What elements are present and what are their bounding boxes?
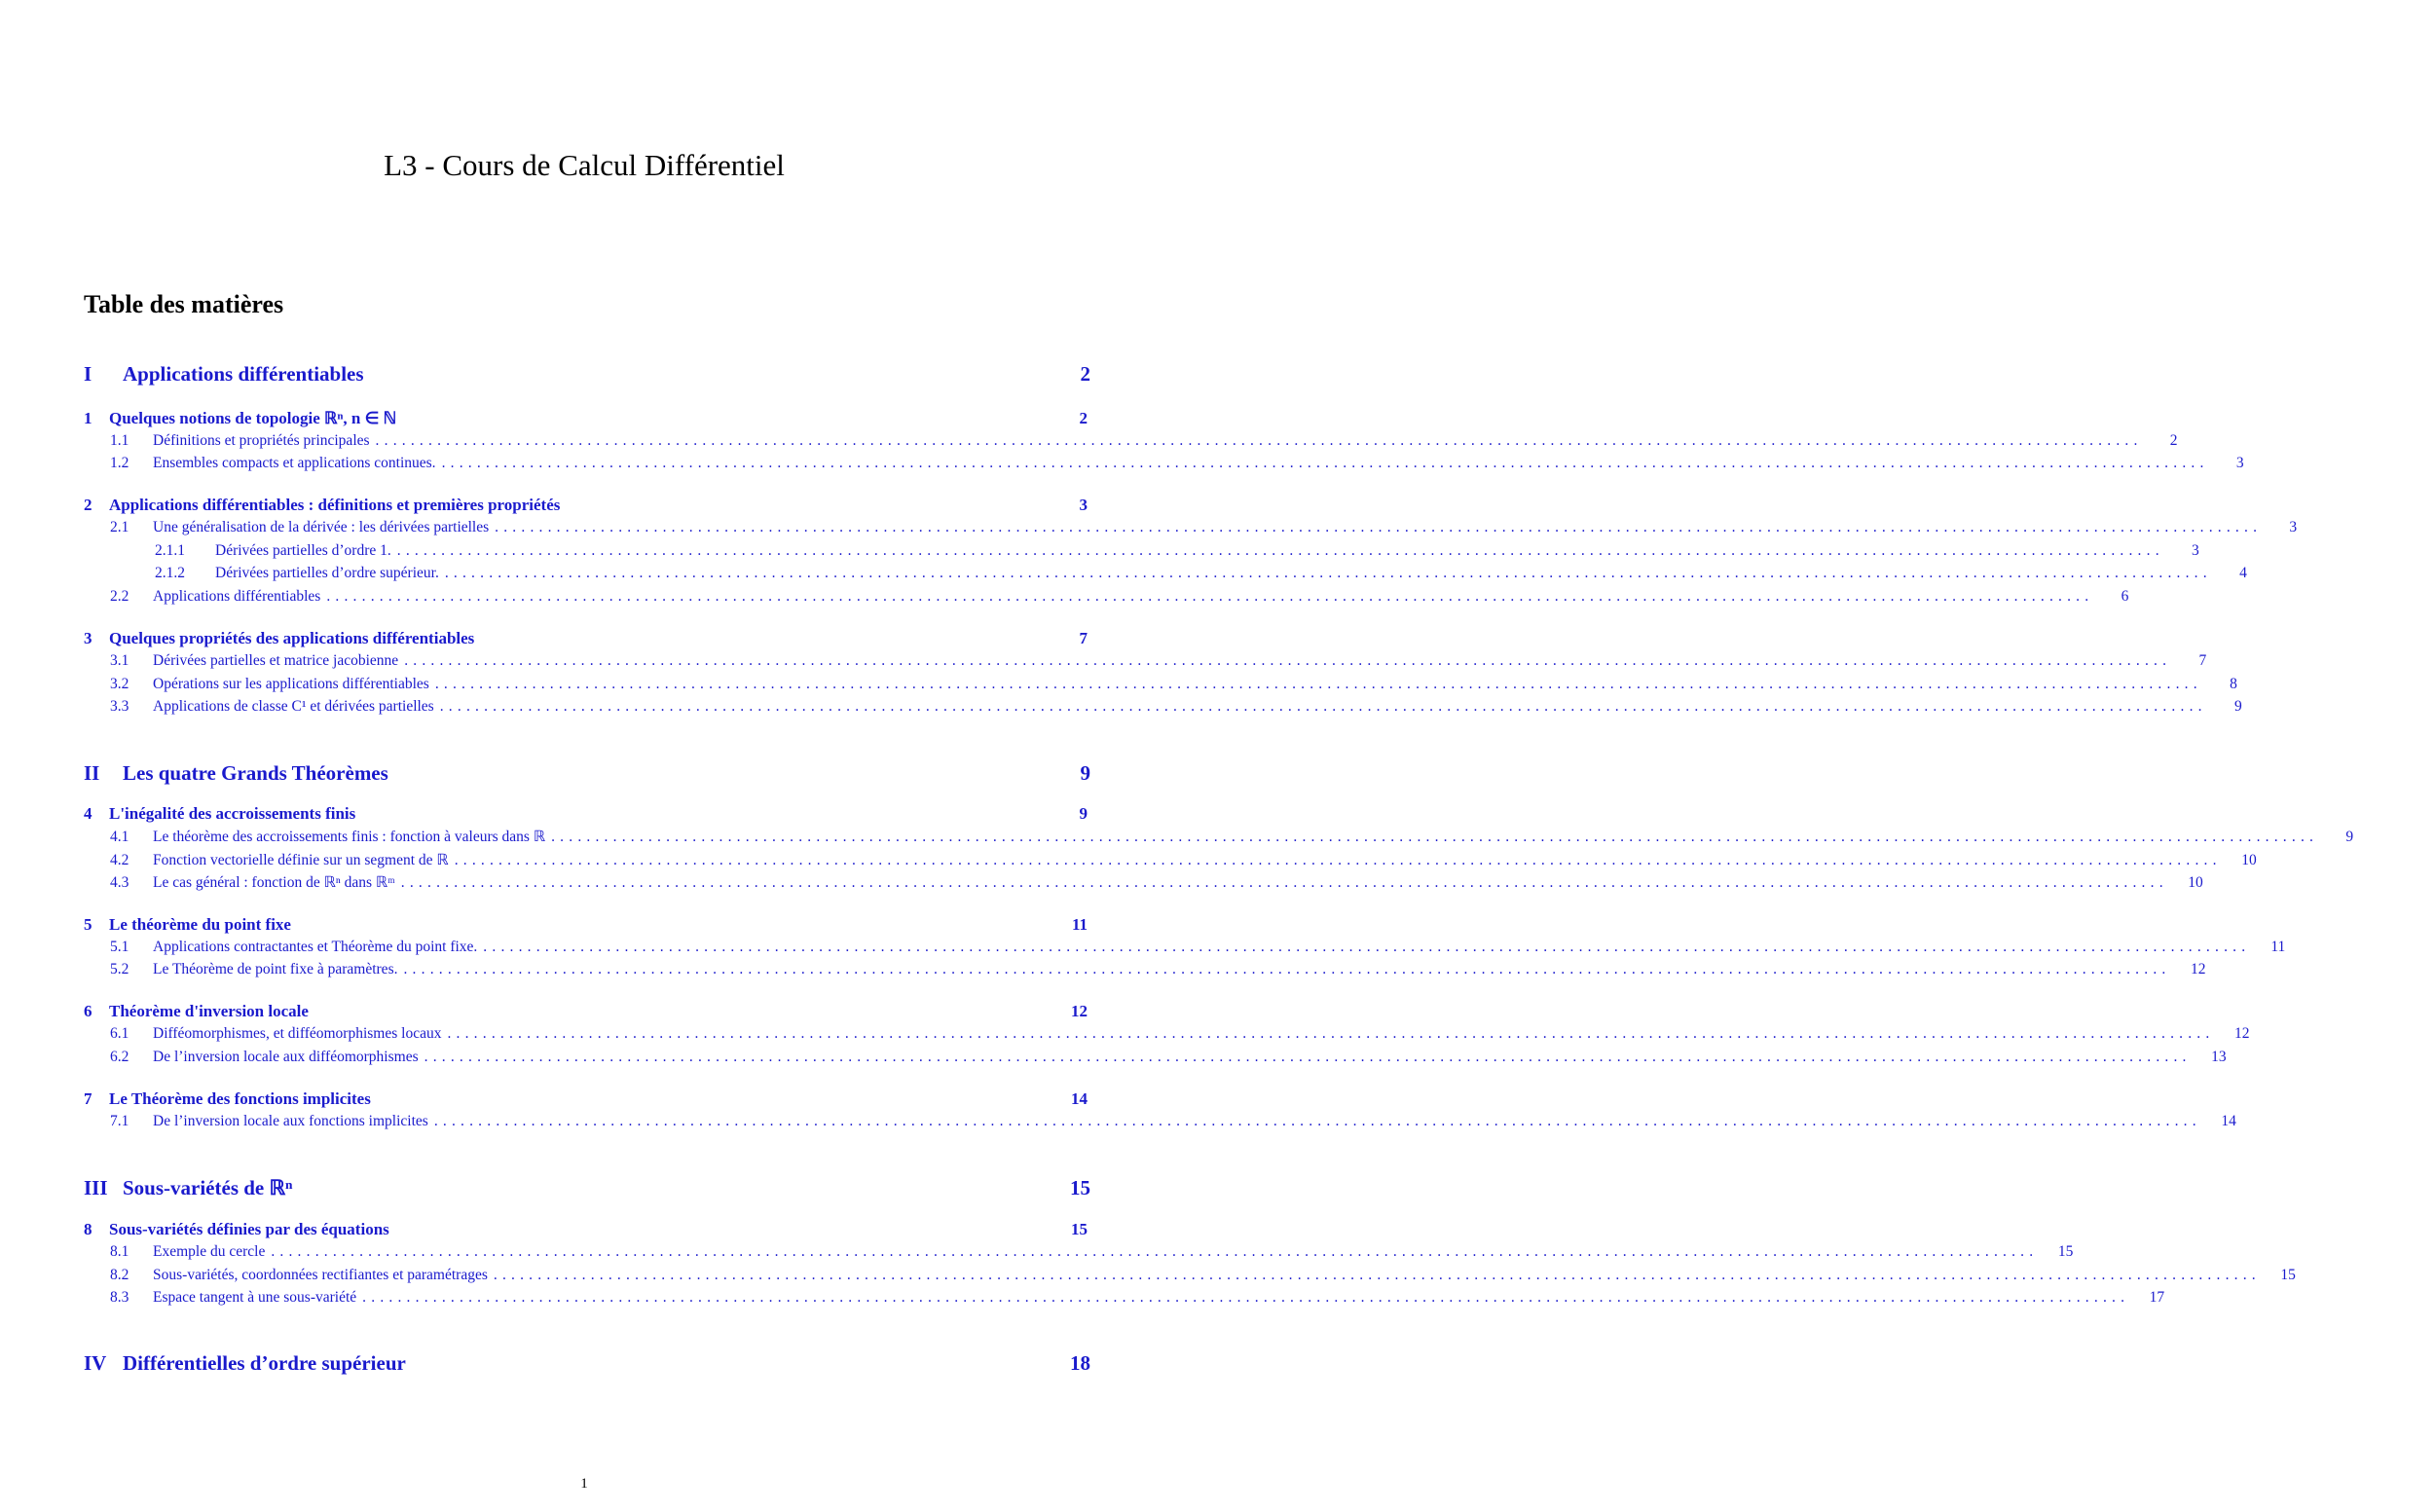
toc-entry-page[interactable]: 11 (2270, 939, 2286, 955)
toc-entry-number: I (84, 362, 92, 386)
toc-entry-page[interactable]: 4 (2239, 565, 2247, 581)
toc-entry-number: IV (84, 1351, 107, 1375)
toc-dot-leader: ........................................................................................................................................................................................................ (434, 676, 2202, 692)
toc-entry-title[interactable]: Fonction vectorielle définie sur un segment de ℝ (153, 852, 449, 868)
toc-entry-section[interactable] (0, 496, 1168, 515)
toc-dot-leader: ........................................................................................................................................................................................................ (396, 542, 2164, 559)
toc-entry-title[interactable]: Exemple du cercle (153, 1243, 266, 1260)
toc-entry-page[interactable]: 9 (1080, 761, 1090, 785)
toc-entry-part[interactable] (0, 1176, 1168, 1200)
toc-entry-section[interactable] (0, 804, 1168, 824)
toc-entry-title[interactable]: Sous-variétés, coordonnées rectifiantes et paramétrages (153, 1267, 488, 1283)
toc-entry-sub[interactable] (0, 519, 2298, 536)
toc-entry-title[interactable]: Ensembles compacts et applications continues. (153, 455, 436, 471)
toc-entry-page[interactable]: 12 (1071, 1002, 1088, 1020)
toc-entry-title[interactable]: Le cas général : fonction de ℝⁿ dans ℝᵐ (153, 874, 395, 891)
toc-dot-leader: ........................................................................................................................................................................................................ (483, 939, 2251, 955)
toc-entry-sub[interactable] (0, 676, 2237, 693)
toc-entry-page[interactable]: 2 (2169, 432, 2178, 449)
toc-entry-number: 7.1 (110, 1113, 129, 1129)
toc-entry-section[interactable] (0, 629, 1168, 648)
toc-entry-page[interactable]: 12 (2190, 961, 2206, 977)
toc-dot-leader: ........................................................................................................................................................................................................ (400, 874, 2168, 891)
toc-entry-number: 3 (84, 629, 92, 647)
toc-dot-leader: ........................................................................................................................................................................................................ (447, 1025, 2215, 1042)
toc-dot-leader: ........................................................................................................................................................................................................ (433, 1113, 2201, 1129)
toc-entry-sub[interactable] (0, 828, 2354, 846)
toc-entry-page[interactable]: 12 (2233, 1025, 2250, 1042)
toc-dot-leader: ........................................................................................................................................................................................................ (271, 1243, 2039, 1260)
toc-entry-number: 3.2 (110, 676, 129, 692)
toc-entry-sub[interactable] (0, 455, 2244, 472)
toc-entry-title[interactable]: Le Théorème de point fixe à paramètres. (153, 961, 398, 977)
toc-entry-page[interactable]: 15 (1071, 1220, 1088, 1238)
toc-entry-page[interactable]: 13 (2211, 1049, 2227, 1065)
page-number: 1 (580, 1476, 588, 1492)
toc-entry-number: 3.1 (110, 652, 129, 669)
toc-entry-sub[interactable] (0, 1113, 2236, 1130)
toc-entry-number: 2.2 (110, 588, 129, 605)
toc-entry-section[interactable] (0, 409, 1168, 428)
toc-entry-title[interactable]: Le théorème du point fixe (109, 915, 291, 934)
toc-entry-title[interactable]: De l’inversion locale aux difféomorphismes (153, 1049, 419, 1065)
toc-entry-section[interactable] (0, 1220, 1168, 1239)
toc-entry-number: 5.2 (110, 961, 129, 977)
toc-dot-leader: ........................................................................................................................................................................................................ (454, 852, 2222, 868)
toc-entry-title[interactable]: Une généralisation de la dérivée : les dérivées partielles (153, 519, 490, 535)
toc-dot-leader: ........................................................................................................................................................................................................ (362, 1289, 2130, 1306)
toc-entry-part[interactable] (0, 362, 1168, 387)
toc-entry-number: 8.2 (110, 1267, 129, 1283)
toc-entry-page[interactable]: 9 (1079, 804, 1088, 823)
toc-entry-number: 4.1 (110, 829, 129, 845)
toc-entry-sub[interactable] (0, 432, 2178, 450)
toc-entry-sub[interactable] (0, 939, 2286, 956)
toc-entry-page[interactable]: 3 (2289, 519, 2298, 535)
toc-entry-sub[interactable] (0, 1289, 2165, 1307)
toc-entry-title[interactable]: Opérations sur les applications différentiables (153, 676, 429, 692)
toc-entry-part[interactable] (0, 1351, 1168, 1376)
toc-entry-title[interactable]: Applications contractantes et Théorème du point fixe. (153, 939, 478, 955)
toc-dot-leader: ........................................................................................................................................................................................................ (439, 698, 2207, 715)
toc-entry-number: 2 (84, 496, 92, 514)
toc-entry-page[interactable]: 3 (2192, 542, 2199, 559)
toc-entry-title[interactable]: L'inégalité des accroissements finis (109, 804, 356, 823)
toc-dot-leader: ........................................................................................................................................................................................................ (495, 519, 2263, 535)
toc-dot-leader: ........................................................................................................................................................................................................ (444, 565, 2212, 581)
toc-entry-page[interactable]: 2 (1080, 362, 1090, 386)
toc-entry-title[interactable]: Applications de classe C¹ et dérivées partielles (153, 698, 434, 715)
toc-entry-title[interactable]: De l’inversion locale aux fonctions implicites (153, 1113, 428, 1129)
toc-entry-section[interactable] (0, 1002, 1168, 1021)
toc-entry-number: III (84, 1176, 108, 1199)
toc-dot-leader: ........................................................................................................................................................................................................ (404, 652, 2172, 669)
toc-dot-leader: ........................................................................................................................................................................................................ (551, 829, 2319, 845)
toc-entry-title[interactable]: Théorème d'inversion locale (109, 1002, 309, 1020)
toc-entry-sub[interactable] (0, 1243, 2074, 1261)
toc-entry-page[interactable]: 10 (2188, 874, 2203, 891)
toc-entry-title[interactable]: Quelques propriétés des applications différentiables (109, 629, 475, 647)
toc-entry-number: II (84, 761, 100, 785)
toc-entry-page[interactable]: 10 (2241, 852, 2257, 868)
toc-entry-title[interactable]: Les quatre Grands Théorèmes (123, 761, 388, 785)
toc-dot-leader: ........................................................................................................................................................................................................ (375, 432, 2143, 449)
toc-entry-title[interactable]: Applications différentiables (123, 362, 364, 386)
toc-entry-page[interactable]: 3 (1079, 496, 1088, 514)
toc-entry-page[interactable]: 2 (1079, 409, 1088, 427)
toc-entry-number: 3.3 (110, 698, 129, 715)
toc-entry-number: 5 (84, 915, 92, 934)
toc-entry-page[interactable]: 8 (2230, 676, 2237, 692)
toc-entry-sub[interactable] (0, 1267, 2296, 1284)
toc-dot-leader: ........................................................................................................................................................................................................ (493, 1267, 2261, 1283)
toc-entry-sub[interactable] (0, 1025, 2250, 1043)
toc-entry-sub[interactable] (0, 652, 2207, 670)
toc-entry-sub[interactable] (0, 698, 2242, 716)
toc-entry-title[interactable]: Différentielles d’ordre supérieur (123, 1351, 406, 1375)
toc-entry-title[interactable]: Difféomorphismes, et difféomorphismes locaux (153, 1025, 442, 1042)
toc-entry-page[interactable]: 14 (1071, 1089, 1088, 1108)
toc-entry-title[interactable]: Dérivées partielles et matrice jacobienne (153, 652, 399, 669)
toc-entry-number: 2.1 (110, 519, 129, 535)
toc-entry-title[interactable]: Sous-variétés définies par des équations (109, 1220, 389, 1238)
toc-entry-section[interactable] (0, 915, 1168, 935)
toc-entry-page[interactable]: 15 (2057, 1243, 2074, 1260)
toc-entry-page[interactable]: 9 (2345, 829, 2354, 845)
toc-entry-title[interactable]: Applications différentiables : définitions et premières propriétés (109, 496, 561, 514)
toc-entry-page[interactable]: 7 (1079, 629, 1088, 647)
toc-entry-number: 4.3 (110, 874, 129, 891)
document-title: L3 - Cours de Calcul Différentiel (384, 148, 785, 182)
toc-entry-page[interactable]: 11 (1071, 915, 1088, 934)
toc-entry-number: 6.1 (110, 1025, 129, 1042)
toc-dot-leader: ........................................................................................................................................................................................................ (424, 1049, 2192, 1065)
toc-entry-page[interactable]: 3 (2235, 455, 2244, 471)
toc-entry-page[interactable]: 6 (2121, 588, 2129, 605)
toc-entry-number: 8 (84, 1220, 92, 1238)
toc-entry-sub[interactable] (0, 588, 2129, 606)
toc-entry-title[interactable]: Sous-variétés de ℝⁿ (123, 1176, 293, 1199)
toc-entry-sub[interactable] (0, 851, 2257, 869)
toc-entry-number: 7 (84, 1089, 92, 1108)
toc-entry-part[interactable] (0, 761, 1168, 786)
toc-entry-number: 4 (84, 804, 92, 823)
toc-heading: Table des matières (84, 290, 284, 318)
toc-entry-number: 1.2 (110, 455, 129, 471)
toc-entry-sub[interactable] (0, 873, 2203, 892)
toc-entry-number: 4.2 (110, 852, 129, 868)
toc-entry-title[interactable]: Le Théorème des fonctions implicites (109, 1089, 371, 1108)
toc-entry-number: 1 (84, 409, 92, 427)
toc-entry-number: 6 (84, 1002, 92, 1020)
toc-entry-number: 1.1 (110, 432, 129, 449)
toc-entry-page[interactable]: 7 (2198, 652, 2207, 669)
toc-entry-number: 8.1 (110, 1243, 129, 1260)
toc-entry-page[interactable]: 15 (1070, 1176, 1090, 1199)
toc-entry-page[interactable]: 15 (2280, 1267, 2296, 1283)
toc-entry-title[interactable]: Le théorème des accroissements finis : fonction à valeurs dans ℝ (153, 829, 546, 845)
toc-entry-subsub[interactable] (0, 542, 2199, 560)
toc-entry-section[interactable] (0, 1089, 1168, 1109)
toc-dot-leader: ........................................................................................................................................................................................................ (326, 588, 2094, 605)
toc-entry-number: 5.1 (110, 939, 129, 955)
toc-entry-title[interactable]: Espace tangent à une sous-variété (153, 1289, 357, 1306)
toc-entry-subsub[interactable] (0, 565, 2247, 582)
toc-dot-leader: ........................................................................................................................................................................................................ (403, 961, 2171, 977)
toc-dot-leader: ........................................................................................................................................................................................................ (441, 455, 2209, 471)
toc-entry-sub[interactable] (0, 961, 2206, 978)
toc-entry-page[interactable]: 9 (2233, 698, 2242, 715)
toc-entry-page[interactable]: 17 (2149, 1289, 2165, 1306)
toc-entry-title[interactable]: Définitions et propriétés principales (153, 432, 370, 449)
toc-entry-title[interactable]: Dérivées partielles d’ordre supérieur. (215, 565, 439, 581)
toc-entry-title[interactable]: Dérivées partielles d’ordre 1. (215, 542, 391, 559)
toc-entry-number: 2.1.2 (155, 565, 185, 581)
toc-entry-sub[interactable] (0, 1049, 2227, 1066)
toc-entry-page[interactable]: 14 (2221, 1113, 2236, 1129)
toc-entry-number: 8.3 (110, 1289, 129, 1306)
toc-entry-number: 6.2 (110, 1049, 129, 1065)
toc-entry-title[interactable]: Applications différentiables (153, 588, 321, 605)
toc-entry-page[interactable]: 18 (1070, 1351, 1090, 1375)
toc-entry-number: 2.1.1 (155, 542, 185, 559)
toc-entry-title[interactable]: Quelques notions de topologie ℝⁿ, n ∈ ℕ (109, 409, 397, 427)
